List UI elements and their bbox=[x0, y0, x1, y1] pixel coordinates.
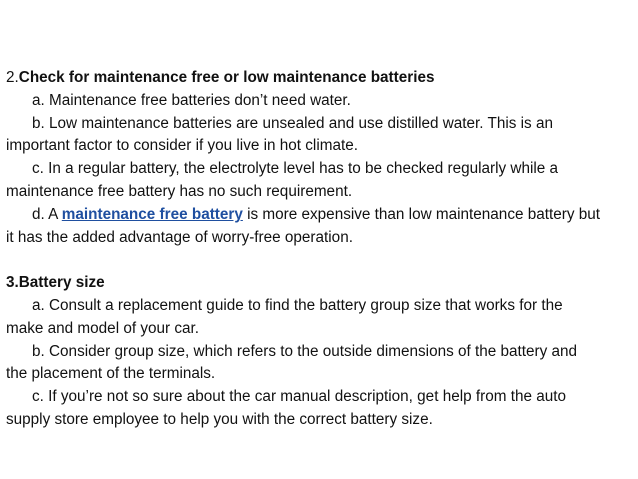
item-c-text-line1: c. If you’re not so sure about the car manual description, get help from the auto bbox=[32, 388, 566, 406]
section-2-number: 2. bbox=[6, 69, 19, 86]
section-3-item-c bbox=[6, 386, 632, 432]
section-3-item-a bbox=[6, 295, 632, 341]
item-a-text-line2: make and model of your car. bbox=[6, 319, 200, 337]
item-d-suffix: is more expensive than low maintenance battery but bbox=[242, 205, 600, 223]
section-3-heading: 3.Battery size bbox=[6, 274, 105, 292]
section-2-heading bbox=[6, 67, 632, 90]
section-2-heading-text: Check for maintenance free or low maintenance batteries bbox=[18, 69, 435, 86]
item-d-text-line2: it has the added advantage of worry-free operation. bbox=[6, 228, 353, 246]
item-b-text-line1: b. Low maintenance batteries are unsealed and use distilled water. This is an bbox=[32, 114, 553, 132]
section-2-item-c bbox=[6, 158, 632, 204]
section-3-item-b bbox=[6, 341, 632, 387]
item-a-text: a. Maintenance free batteries don’t need water. bbox=[32, 91, 351, 109]
item-b-text-line2: important factor to consider if you live in hot climate. bbox=[6, 137, 358, 155]
item-c-text-line2: supply store employee to help you with the correct battery size. bbox=[6, 410, 433, 428]
item-b-text-line2: the placement of the terminals. bbox=[6, 365, 216, 383]
maintenance-free-battery-link[interactable]: maintenance free battery bbox=[61, 205, 243, 223]
item-c-text-line1: c. In a regular battery, the electrolyte level has to be checked regularly while a bbox=[32, 160, 559, 178]
section-2-item-a bbox=[6, 90, 632, 113]
item-c-text-line2: maintenance free battery has no such requirement. bbox=[6, 182, 353, 200]
item-d-line1 bbox=[6, 206, 600, 223]
slide-content bbox=[6, 67, 632, 432]
item-d-prefix: d. A bbox=[32, 205, 62, 223]
item-b-text-line1: b. Consider group size, which refers to the outside dimensions of the battery and bbox=[32, 342, 578, 360]
section-spacer bbox=[6, 249, 632, 272]
section-2-item-b bbox=[6, 113, 632, 159]
item-a-text-line1: a. Consult a replacement guide to find the battery group size that works for the bbox=[32, 296, 563, 314]
section-2-item-d bbox=[6, 204, 632, 250]
